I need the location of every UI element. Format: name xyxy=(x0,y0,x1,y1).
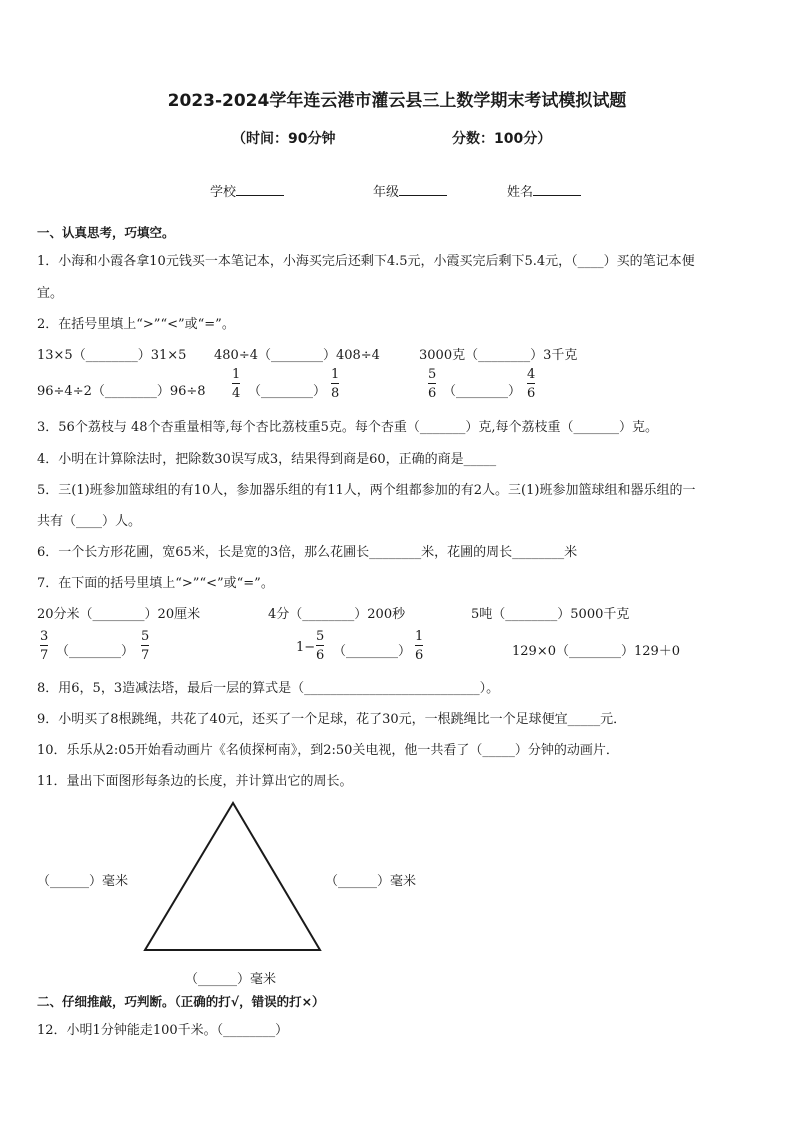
q2-item-2: 480÷4（________）408÷4 xyxy=(214,348,380,363)
school-label: 学校 xyxy=(210,185,237,200)
question-7: 7．在下面的括号里填上“>”“<”或“=”。 xyxy=(37,576,274,591)
q2-item-6-answer[interactable]: （________） xyxy=(443,384,522,399)
name-label: 姓名 xyxy=(507,185,534,200)
question-6: 6．一个长方形花圃，宽65米，长是宽的3倍，那么花圃长________米，花圃的周长________米 xyxy=(37,545,578,560)
q2-item-4: 96÷4÷2（________）96÷8 xyxy=(37,384,206,399)
question-12: 12．小明1分钟能走100千米。（________） xyxy=(37,1023,289,1038)
q2-item-5-answer[interactable]: （________） xyxy=(248,384,327,399)
page-title: 2023-2024学年连云港市灌云县三上数学期末考试模拟试题 xyxy=(167,91,627,111)
fraction-5-6: $\frac{5}{6}$ xyxy=(428,367,437,401)
question-11: 11．量出下面图形每条边的长度，并计算出它的周长。 xyxy=(37,774,353,789)
triangle-shape xyxy=(145,803,320,950)
section-1-heading: 一、认真思考，巧填空。 xyxy=(37,225,175,240)
triangle-left-side-label[interactable]: （______）毫米 xyxy=(37,874,129,889)
q7-item-3: 5吨（________）5000千克 xyxy=(471,607,630,622)
q7-item-6: 129×0（________）129＋0 xyxy=(512,644,681,659)
question-3: 3．56个荔枝与 48个杏重量相等,每个杏比荔枝重5克。每个杏重（_______）克,每个荔枝重（_______）克。 xyxy=(37,420,659,435)
fraction-5-6-b: $\frac{5}{6}$ xyxy=(316,629,325,663)
q7-item-5-prefix: 1− xyxy=(296,640,316,655)
fraction-1-6: $\frac{1}{6}$ xyxy=(415,629,424,663)
grade-label: 年级 xyxy=(373,185,400,200)
fraction-1-8: $\frac{1}{8}$ xyxy=(331,367,340,401)
question-1-line-1: 1．小海和小霞各拿10元钱买一本笔记本，小海买完后还剩下4.5元，小霞买完后剩下5.4元，（____）买的笔记本便 xyxy=(37,254,695,269)
question-5-line-2: 共有（____）人。 xyxy=(37,514,142,529)
question-2: 2．在括号里填上“>”“<”或“=”。 xyxy=(37,317,235,332)
section-2-heading: 二、仔细推敲，巧判断。（正确的打√，错误的打×） xyxy=(37,994,325,1009)
triangle-right-side-label[interactable]: （______）毫米 xyxy=(325,874,417,889)
q2-item-3: 3000克（________）3千克 xyxy=(419,348,578,363)
question-5-line-1: 5．三(1)班参加篮球组的有10人，参加器乐组的有11人，两个组都参加的有2人。三(1)班参加篮球组和器乐组的一 xyxy=(37,483,696,498)
triangle-bottom-side-label[interactable]: （______）毫米 xyxy=(185,972,277,987)
fraction-5-7: $\frac{5}{7}$ xyxy=(141,629,150,663)
time-limit: （时间：90分钟 xyxy=(232,131,336,147)
question-9: 9．小明买了8根跳绳，共花了40元，还买了一个足球，花了30元，一根跳绳比一个足球便宜_____元． xyxy=(37,712,627,727)
question-1-line-2: 宜。 xyxy=(37,286,64,301)
fraction-1-4: $\frac{1}{4}$ xyxy=(232,367,241,401)
q2-item-1: 13×5（________）31×5 xyxy=(37,348,187,363)
question-8: 8．用6，5，3造减法塔，最后一层的算式是（___________________________）。 xyxy=(37,681,500,696)
total-score: 分数：100分） xyxy=(452,131,552,147)
fraction-4-6: $\frac{4}{6}$ xyxy=(527,367,536,401)
question-10: 10．乐乐从2:05开始看动画片《名侦探柯南》，到2:50关电视，他一共看了（_____）分钟的动画片． xyxy=(37,743,619,758)
q7-item-1: 20分米（________）20厘米 xyxy=(37,607,201,622)
q7-item-2: 4分（________）200秒 xyxy=(268,607,406,622)
q7-item-5-answer[interactable]: （________） xyxy=(333,644,412,659)
fraction-3-7: $\frac{3}{7}$ xyxy=(40,629,49,663)
q7-item-4-answer[interactable]: （________） xyxy=(56,644,135,659)
question-4: 4．小明在计算除法时，把除数30误写成3，结果得到商是60，正确的商是_____ xyxy=(37,452,497,467)
